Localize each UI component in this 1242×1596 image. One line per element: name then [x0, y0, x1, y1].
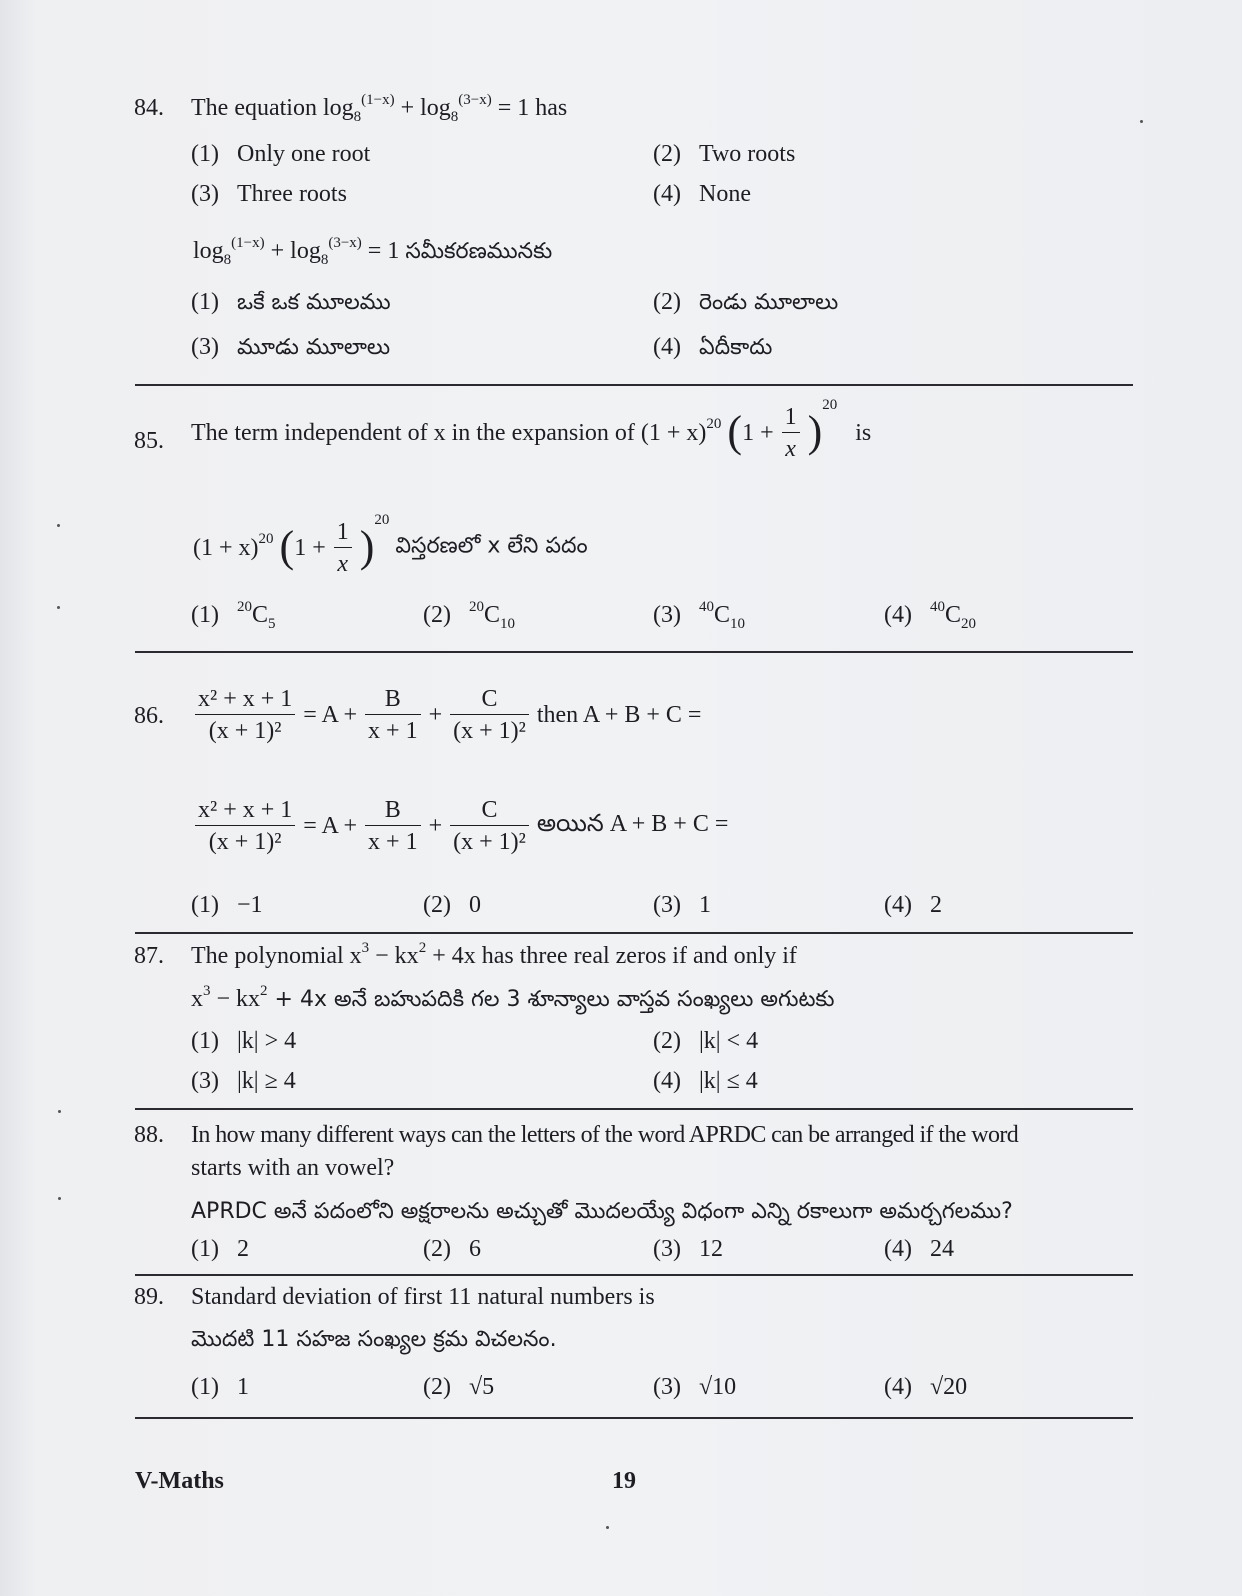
- divider-89: [135, 1417, 1133, 1419]
- question-86-number: 86.: [134, 703, 164, 729]
- q84-telugu-option-4[interactable]: (4) ఏదీకాదు: [653, 334, 773, 360]
- scan-speck: [58, 1197, 61, 1200]
- footer-subject: V-Maths: [135, 1468, 224, 1494]
- question-84-number: 84.: [134, 95, 164, 121]
- q89-option-3[interactable]: (3) √10: [653, 1374, 737, 1400]
- scan-speck: [58, 1110, 61, 1113]
- question-88-statement-line1: In how many different ways can the letters of the word APRDC can be arranged if the word: [191, 1122, 1019, 1148]
- q88-option-2[interactable]: (2) 6: [423, 1236, 481, 1262]
- question-85-number: 85.: [134, 428, 164, 454]
- scan-speck: [57, 524, 60, 527]
- question-89-telugu-statement: మొదటి 11 సహజ సంఖ్యల క్రమ విచలనం.: [191, 1327, 557, 1352]
- q84-option-4[interactable]: (4) None: [653, 181, 751, 207]
- q85-option-1[interactable]: (1) $^{20}C_5$: [191, 599, 276, 632]
- q87-option-3[interactable]: (3) |k| ≥ 4: [191, 1068, 296, 1094]
- divider-88: [135, 1274, 1133, 1276]
- q84-option-2[interactable]: (2) Two roots: [653, 141, 796, 167]
- q86-option-2[interactable]: (2) 0: [423, 892, 481, 918]
- question-84-statement: The equation $\log_8^{(1-x)} + \log_8^{(3-x)} = 1$ has: [191, 92, 568, 125]
- question-87-number: 87.: [134, 943, 164, 969]
- q85-option-2[interactable]: (2) $^{20}C_{10}$: [423, 599, 515, 632]
- divider-87: [135, 1108, 1133, 1110]
- q88-option-4[interactable]: (4) 24: [884, 1236, 954, 1262]
- question-88-number: 88.: [134, 1122, 164, 1148]
- q84-telugu-option-1[interactable]: (1) ఒకే ఒక మూలము: [191, 289, 391, 315]
- q86-option-3[interactable]: (3) 1: [653, 892, 711, 918]
- q87-option-4[interactable]: (4) |k| ≤ 4: [653, 1068, 758, 1094]
- divider-86: [135, 932, 1133, 934]
- q84-telugu-option-3[interactable]: (3) మూడు మూలాలు: [191, 334, 391, 360]
- q85-option-3[interactable]: (3) $^{40}C_{10}$: [653, 599, 745, 632]
- q84-option-3[interactable]: (3) Three roots: [191, 181, 347, 207]
- q89-option-2[interactable]: (2) √5: [423, 1374, 495, 1400]
- question-86-telugu-statement: $\frac{\text{x² + x + 1}}{\text{(x + 1)²}}$ = A + $\frac{B}{x + 1}$ + $\frac{C}{\text{(x + 1)²}}$ అయిన A + B + C =: [193, 795, 728, 858]
- q89-option-4[interactable]: (4) √20: [884, 1374, 968, 1400]
- page-number: 19: [612, 1468, 636, 1494]
- q89-option-1[interactable]: (1) 1: [191, 1374, 249, 1400]
- scan-speck: [1140, 120, 1143, 123]
- question-87-statement: The polynomial $x^3 - kx^2 + 4x$ has three real zeros if and only if: [191, 940, 797, 969]
- question-89-number: 89.: [134, 1284, 164, 1310]
- question-88-telugu-statement: APRDC అనే పదంలోని అక్షరాలను అచ్చుతో మొదలయ్యే విధంగా ఎన్ని రకాలుగా అమర్చగలము?: [191, 1199, 1013, 1224]
- scan-speck: [57, 606, 60, 609]
- question-85-telugu-statement: $(1 + x)^{20}$ (1 + $\frac{1}{x}$ )$^{20}$ విస్తరణలో x లేని పదం: [193, 512, 588, 577]
- question-85-statement: The term independent of x in the expansion of $(1 + x)^{20}$ (1 + $\frac{1}{x}$ )$^{20}$ is: [191, 397, 872, 462]
- q88-option-1[interactable]: (1) 2: [191, 1236, 249, 1262]
- question-89-statement: Standard deviation of first 11 natural numbers is: [191, 1284, 655, 1310]
- q87-option-2[interactable]: (2) |k| < 4: [653, 1028, 759, 1054]
- q87-option-1[interactable]: (1) |k| > 4: [191, 1028, 297, 1054]
- q86-option-1[interactable]: (1) −1: [191, 892, 263, 918]
- question-84-telugu-statement: $\log_8^{(1-x)} + \log_8^{(3-x)} = 1$ సమీకరణమునకు: [193, 235, 553, 268]
- scan-speck: [606, 1526, 609, 1529]
- divider-84: [135, 384, 1133, 386]
- q88-option-3[interactable]: (3) 12: [653, 1236, 723, 1262]
- question-88-statement-line2: starts with an vowel?: [191, 1155, 395, 1181]
- divider-85: [135, 651, 1133, 653]
- question-86-statement: $\frac{\text{x² + x + 1}}{\text{(x + 1)²}}$ = A + $\frac{B}{x + 1}$ + $\frac{C}{\text{(x + 1)²}}$ then A + B + C =: [193, 684, 701, 747]
- q85-option-4[interactable]: (4) $^{40}C_{20}$: [884, 599, 976, 632]
- q84-telugu-option-2[interactable]: (2) రెండు మూలాలు: [653, 289, 839, 315]
- q84-option-1[interactable]: (1) Only one root: [191, 141, 371, 167]
- question-87-telugu-statement: $x^3 - kx^2 + 4x$ అనే బహుపదికి గల 3 శూన్యాలు వాస్తవ సంఖ్యలు అగుటకు: [191, 983, 835, 1012]
- q86-option-4[interactable]: (4) 2: [884, 892, 942, 918]
